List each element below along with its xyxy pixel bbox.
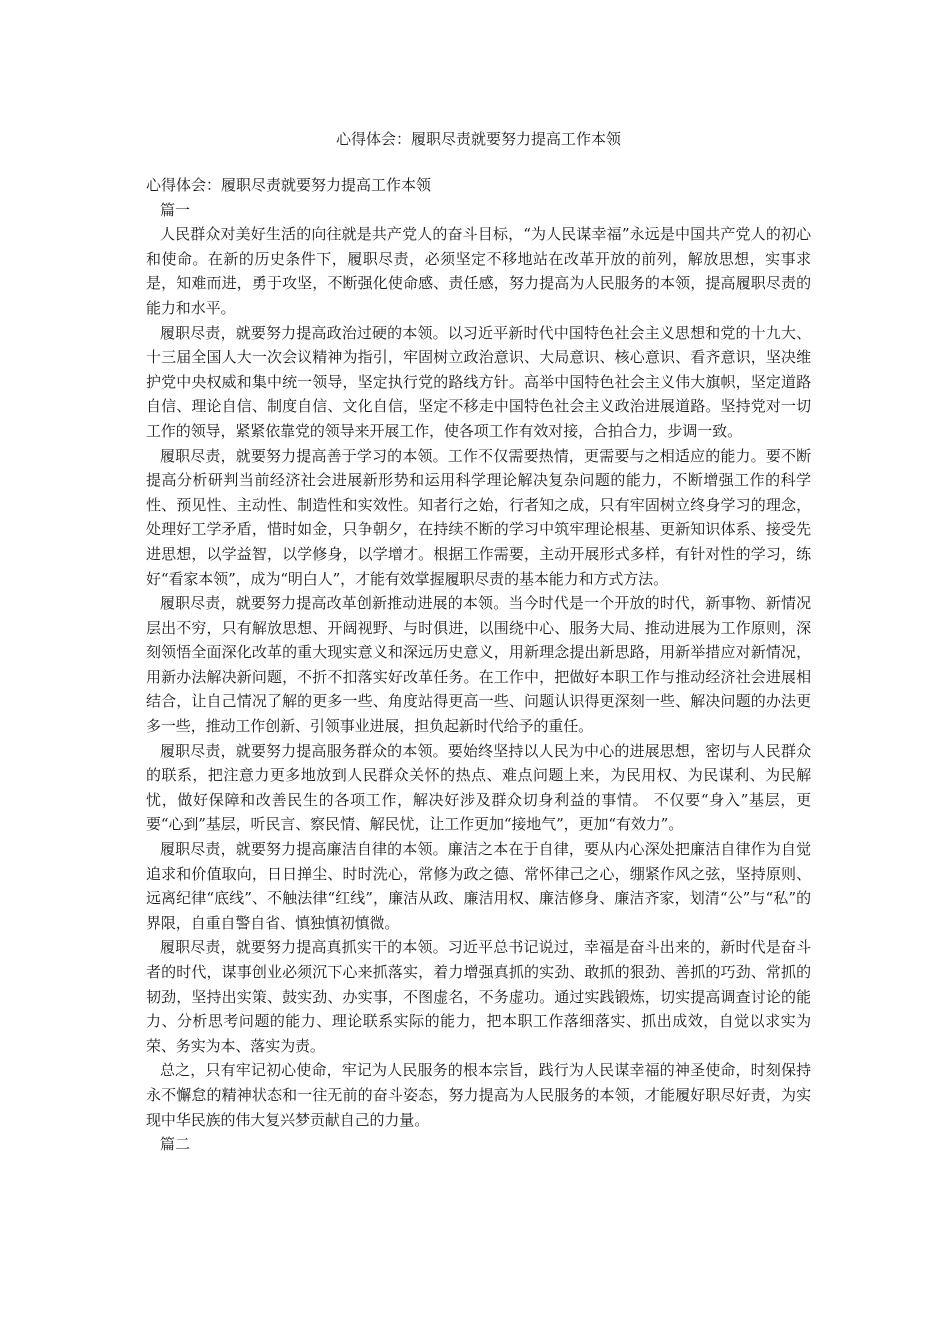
paragraph: 履职尽责，就要努力提高廉洁自律的本领。廉洁之本在于自律，要从内心深处把廉洁自律作为自觉追求和价值取向，日日掸尘、时时洗心，常修为政之德、常怀律己之心，绷紧作风之弦，坚持原则、远离纪律“底线”、不触法律“红线”，廉洁从政、廉洁用权、廉洁修身、廉洁齐家，划清“公”与“私”的界限，自重自警自省、慎独慎初慎微。	[146, 840, 811, 932]
paragraph: 履职尽责，就要努力提高真抓实干的本领。习近平总书记说过，幸福是奋斗出来的，新时代是奋斗者的时代，谋事创业必须沉下心来抓落实，着力增强真抓的实劲、敢抓的狠劲、善抓的巧劲、常抓的韧劲，坚持出实策、鼓实劲、办实事，不图虚名，不务虚功。通过实践锻炼，切实提高调查讨论的能力、分析思考问题的能力、理论联系实际的能力，把本职工作落细落实、抓出成效，自觉以求实为荣、务实为本、落实为责。	[146, 938, 811, 1055]
document-title: 心得体会：履职尽责就要努力提高工作本领	[335, 130, 621, 148]
section-label-1: 篇一	[160, 200, 191, 219]
document-body	[146, 173, 811, 1157]
paragraph: 人民群众对美好生活的向往就是共产党人的奋斗目标，“为人民谋幸福”永远是中国共产党人的初心和使命。在新的历史条件下，履职尽责，必须坚定不移地站在改革开放的前列，解放思想，实事求是，知难而进，勇于攻坚，不断强化使命感、责任感，努力提高为人民服务的本领，提高履职尽责的能力和水平。	[146, 225, 811, 317]
section-label-2: 篇二	[160, 1135, 191, 1154]
paragraph: 履职尽责，就要努力提高服务群众的本领。要始终坚持以人民为中心的进展思想，密切与人民群众的联系，把注意力更多地放到人民群众关怀的热点、难点问题上来，为民用权、为民谋利、为民解忧，做好保障和改善民生的各项工作，解决好涉及群众切身利益的事情。 不仅要“身入”基层，更要“心到”基层，听民言、察民情、解民忧，让工作更加“接地气”，更加“有效力”。	[146, 741, 811, 834]
paragraph: 履职尽责，就要努力提高政治过硬的本领。以习近平新时代中国特色社会主义思想和党的十九大、十三届全国人大一次会议精神为指引，牢固树立政治意识、大局意识、核心意识、看齐意识，坚决维护党中央权威和集中统一领导，坚定执行党的路线方针。高举中国特色社会主义伟大旗帜，坚定道路自信、理论自信、制度自信、文化自信，坚定不移走中国特色社会主义政治进展道路。坚持党对一切工作的领导，紧紧依靠党的领导来开展工作，使各项工作有效对接，合拍合力，步调一致。	[146, 323, 811, 440]
paragraph: 履职尽责，就要努力提高改革创新推动进展的本领。当今时代是一个开放的时代，新事物、新情况层出不穷，只有解放思想、开阔视野、与时俱进，以围绕中心、服务大局、推动进展为工作原则，深刻领悟全面深化改革的重大现实意义和深远历史意义，用新理念提出新思路，用新举措应对新情况，用新办法解决新问题，不折不扣落实好改革任务。在工作中，把做好本职工作与推动经济社会进展相结合，让自己情况了解的更多一些、角度站得更高一些、问题认识得更深刻一些、解决问题的办法更多一些，推动工作创新、引领事业进展，担负起新时代给予的重任。	[146, 594, 811, 736]
paragraph: 履职尽责，就要努力提高善于学习的本领。工作不仅需要热情，更需要与之相适应的能力。要不断提高分析研判当前经济社会进展新形势和运用科学理论解决复杂问题的能力，不断增强工作的科学性、预见性、主动性、制造性和实效性。知者行之始，行者知之成，只有牢固树立终身学习的理念，处理好工学矛盾，惜时如金，只争朝夕，在持续不断的学习中筑牢理论根基、更新知识体系、接受先进思想，以学益智，以学修身，以学增才。根据工作需要，主动开展形式多样，有针对性的学习，练好“看家本领”，成为“明白人”，才能有效掌握履职尽责的基本能力和方式方法。	[146, 446, 811, 588]
paragraph: 总之，只有牢记初心使命，牢记为人民服务的根本宗旨，践行为人民谋幸福的神圣使命，时刻保持永不懈怠的精神状态和一往无前的奋斗姿态，努力提高为人民服务的本领，才能履好职尽好责，为实现中华民族的伟大复兴梦贡献自己的力量。	[146, 1061, 811, 1129]
document-subtitle: 心得体会：履职尽责就要努力提高工作本领	[146, 176, 432, 194]
